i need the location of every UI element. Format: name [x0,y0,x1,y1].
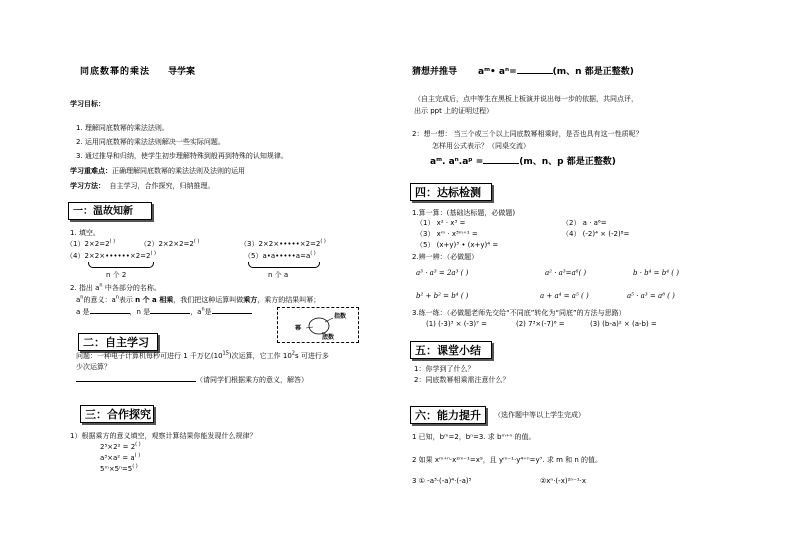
power-parts-diagram [277,307,359,343]
diagram-label-dishu: 底数 [322,334,335,341]
t1-label: 1.算一算：(基础达标题，必做题) [412,209,516,217]
goal-1: 1. 理解同底数幂的乘法法则。 [76,124,169,132]
t2-r1-b: a² · a³=a⁶( ) [545,269,587,277]
section-header-summary: 五：课堂小结 [410,341,492,359]
think-text: 2：想一想： 当三个或三个以上同底数幂相乘时，是否也具有这一性质呢？ [412,130,643,138]
method-text: 自主学习，合作探究，归纳推理。 [109,182,215,190]
goal-2: 2. 运用同底数幂的乘法法则解决一些实际问题。 [76,138,225,146]
diagram-label-mi: 幂 [295,325,302,332]
q2-blanks: a 是 ，n 是 ，$a^n$是 [76,309,252,316]
t2-r2-c: a⁵ · a³ = a⁸ ( ) [627,292,675,300]
t3-label: 3.练一练：（必做题老师先交给“不同底”转化为“同底”的方法与思路） [412,309,626,317]
method-label: 学习方法： [70,182,105,190]
advanced-note: （选作题中等以上学生完成） [494,411,585,419]
summary-q1: 1：你学到了什么？ [414,365,475,373]
t2-r1-c: b · b⁴ = b⁴ ( ) [633,269,679,277]
q4-row-3: 5ᵐ×5ⁿ=5( ) [100,463,138,473]
t1-item-3: （3） xᵐ · x³ᵐ⁺¹ = [416,230,478,238]
q2-text: 2. 指出 $a^n$ 中各部分的名称。 [70,282,161,292]
section-header-cooperate: 三：合作探究 [80,405,154,423]
section-header-test: 四：达标检测 [410,183,492,201]
key-text: 正确理解同底数幂的乘法法则及法则的运用 [112,167,245,175]
section-header-self-study: 二：自主学习 [78,333,158,351]
q4-row-1: 2⁵×2² = 2( ) [100,441,141,451]
section-header-review: 一：温故知新 [68,202,152,220]
q1-row2a: （4）2×2×••••••×2=2( ) [66,250,157,260]
t2-label: 2.辨一辨：（必做题） [412,253,479,261]
summary-q2: 2：同底数幂相乘需注意什么？ [414,376,510,384]
q1-label: 1. 填空。 [70,229,100,237]
t1-item-4: （4） (-2)⁴ × (-2)⁸= [562,230,630,238]
t2-r2-b: a + a⁴ = a⁵ ( ) [540,292,589,300]
key-label: 学习重难点： [70,167,112,175]
brace-n-2 [88,262,154,268]
think-text-2: 怎样用公式表示？（同桌交流） [432,142,530,150]
problem-2: 2 如果 xᵐ⁺ⁿ·x²ᵐ⁻¹=x⁹，且 yᵐ⁻¹·y⁴⁺ⁿ=y⁷. 求 m 和 n 的值。 [412,456,603,464]
guess-label: 猜想并推导 [412,67,458,77]
problem-1: 1 已知，bᵐ=2，bⁿ=3. 求 bᵐ⁺ⁿ 的值。 [412,433,536,441]
section-header-advanced: 六：能力提升 [410,406,486,424]
t3-item-3: (3) (b-a)² × (a-b) = [590,320,657,328]
problem-3a: 3 ① -a³·(-a)⁴·(-a)⁵ [412,477,472,485]
guess-hint-2: 出示 ppt 上的证明过程） [414,107,494,115]
under-n-a: n 个 a [268,271,289,279]
goal-3: 3. 通过推导和归纳，使学生初步理解特殊到般再到特殊的认知规律。 [76,152,288,160]
q1-row2b: （5）a•a•••••a=a( ) [244,250,316,260]
brace-n-a [248,262,320,268]
goals-label: 学习目标： [70,100,105,108]
under-n-2: n 个 2 [106,271,127,279]
q1-row1b: （2）2×2×2=2( ) [140,238,200,248]
q3-line2: 少次运算？ [76,363,111,371]
t3-item-2: (2) 7³×(-7)⁶ = [516,320,565,328]
page-title: 同底数幂的乘法 [80,67,151,77]
t3-item-1: (1) (-3)³ × (-3)⁷ = [426,320,488,328]
t2-r1-a: a³ · a³ = 2a³ ( ) [416,269,469,277]
q1-row1a: （1）2×2=2( ) [66,238,116,248]
guess-formula: aᵐ• aⁿ= (m、n 都是正整数) [478,67,634,77]
t1-item-1: （1） x² · x³ = [416,219,466,227]
diagram-label-zhishu: 指数 [334,313,347,320]
t2-r2-a: b² + b² = b⁴ ( ) [416,292,469,300]
formula-three: aᵐ. aⁿ.aᵖ = (m、n、p 都是正整数) [430,157,616,167]
page-subtitle: 导学案 [168,67,196,77]
q4-text: 1）根据乘方的意义填空，观察计算结果你能发现什么规律？ [70,432,257,440]
t1-item-5: （5） (x+y)³ • (x+y)⁴ = [416,241,499,249]
guess-hint-1: （自主完成后，点中等生在黑板上板演并说出每一步的依据，共同点评， [414,95,638,103]
t1-item-2: （2） a · a⁶= [562,219,607,227]
problem-3b: ②xⁿ·(-x)²ⁿ⁻¹·x [540,477,587,485]
q1-row1c: （3）2×2×•••••×2=2( ) [240,238,326,248]
q2-meaning: $a^n$的意义：$a^n$表示 n 个 a 相乘，我们把这种运算叫做乘方，乘方的结果叫幂； [76,294,321,304]
q3-line1: 问题：一种电子计算机每秒可进行 1 千万亿$(10^{15})$次运算，它工作 $10^2s$ 可进行多 [76,350,329,360]
q3-answer-line: （请同学们根据乘方的意义，解答） [76,377,308,384]
q4-row-2: a³×a² = a( ) [100,452,141,462]
